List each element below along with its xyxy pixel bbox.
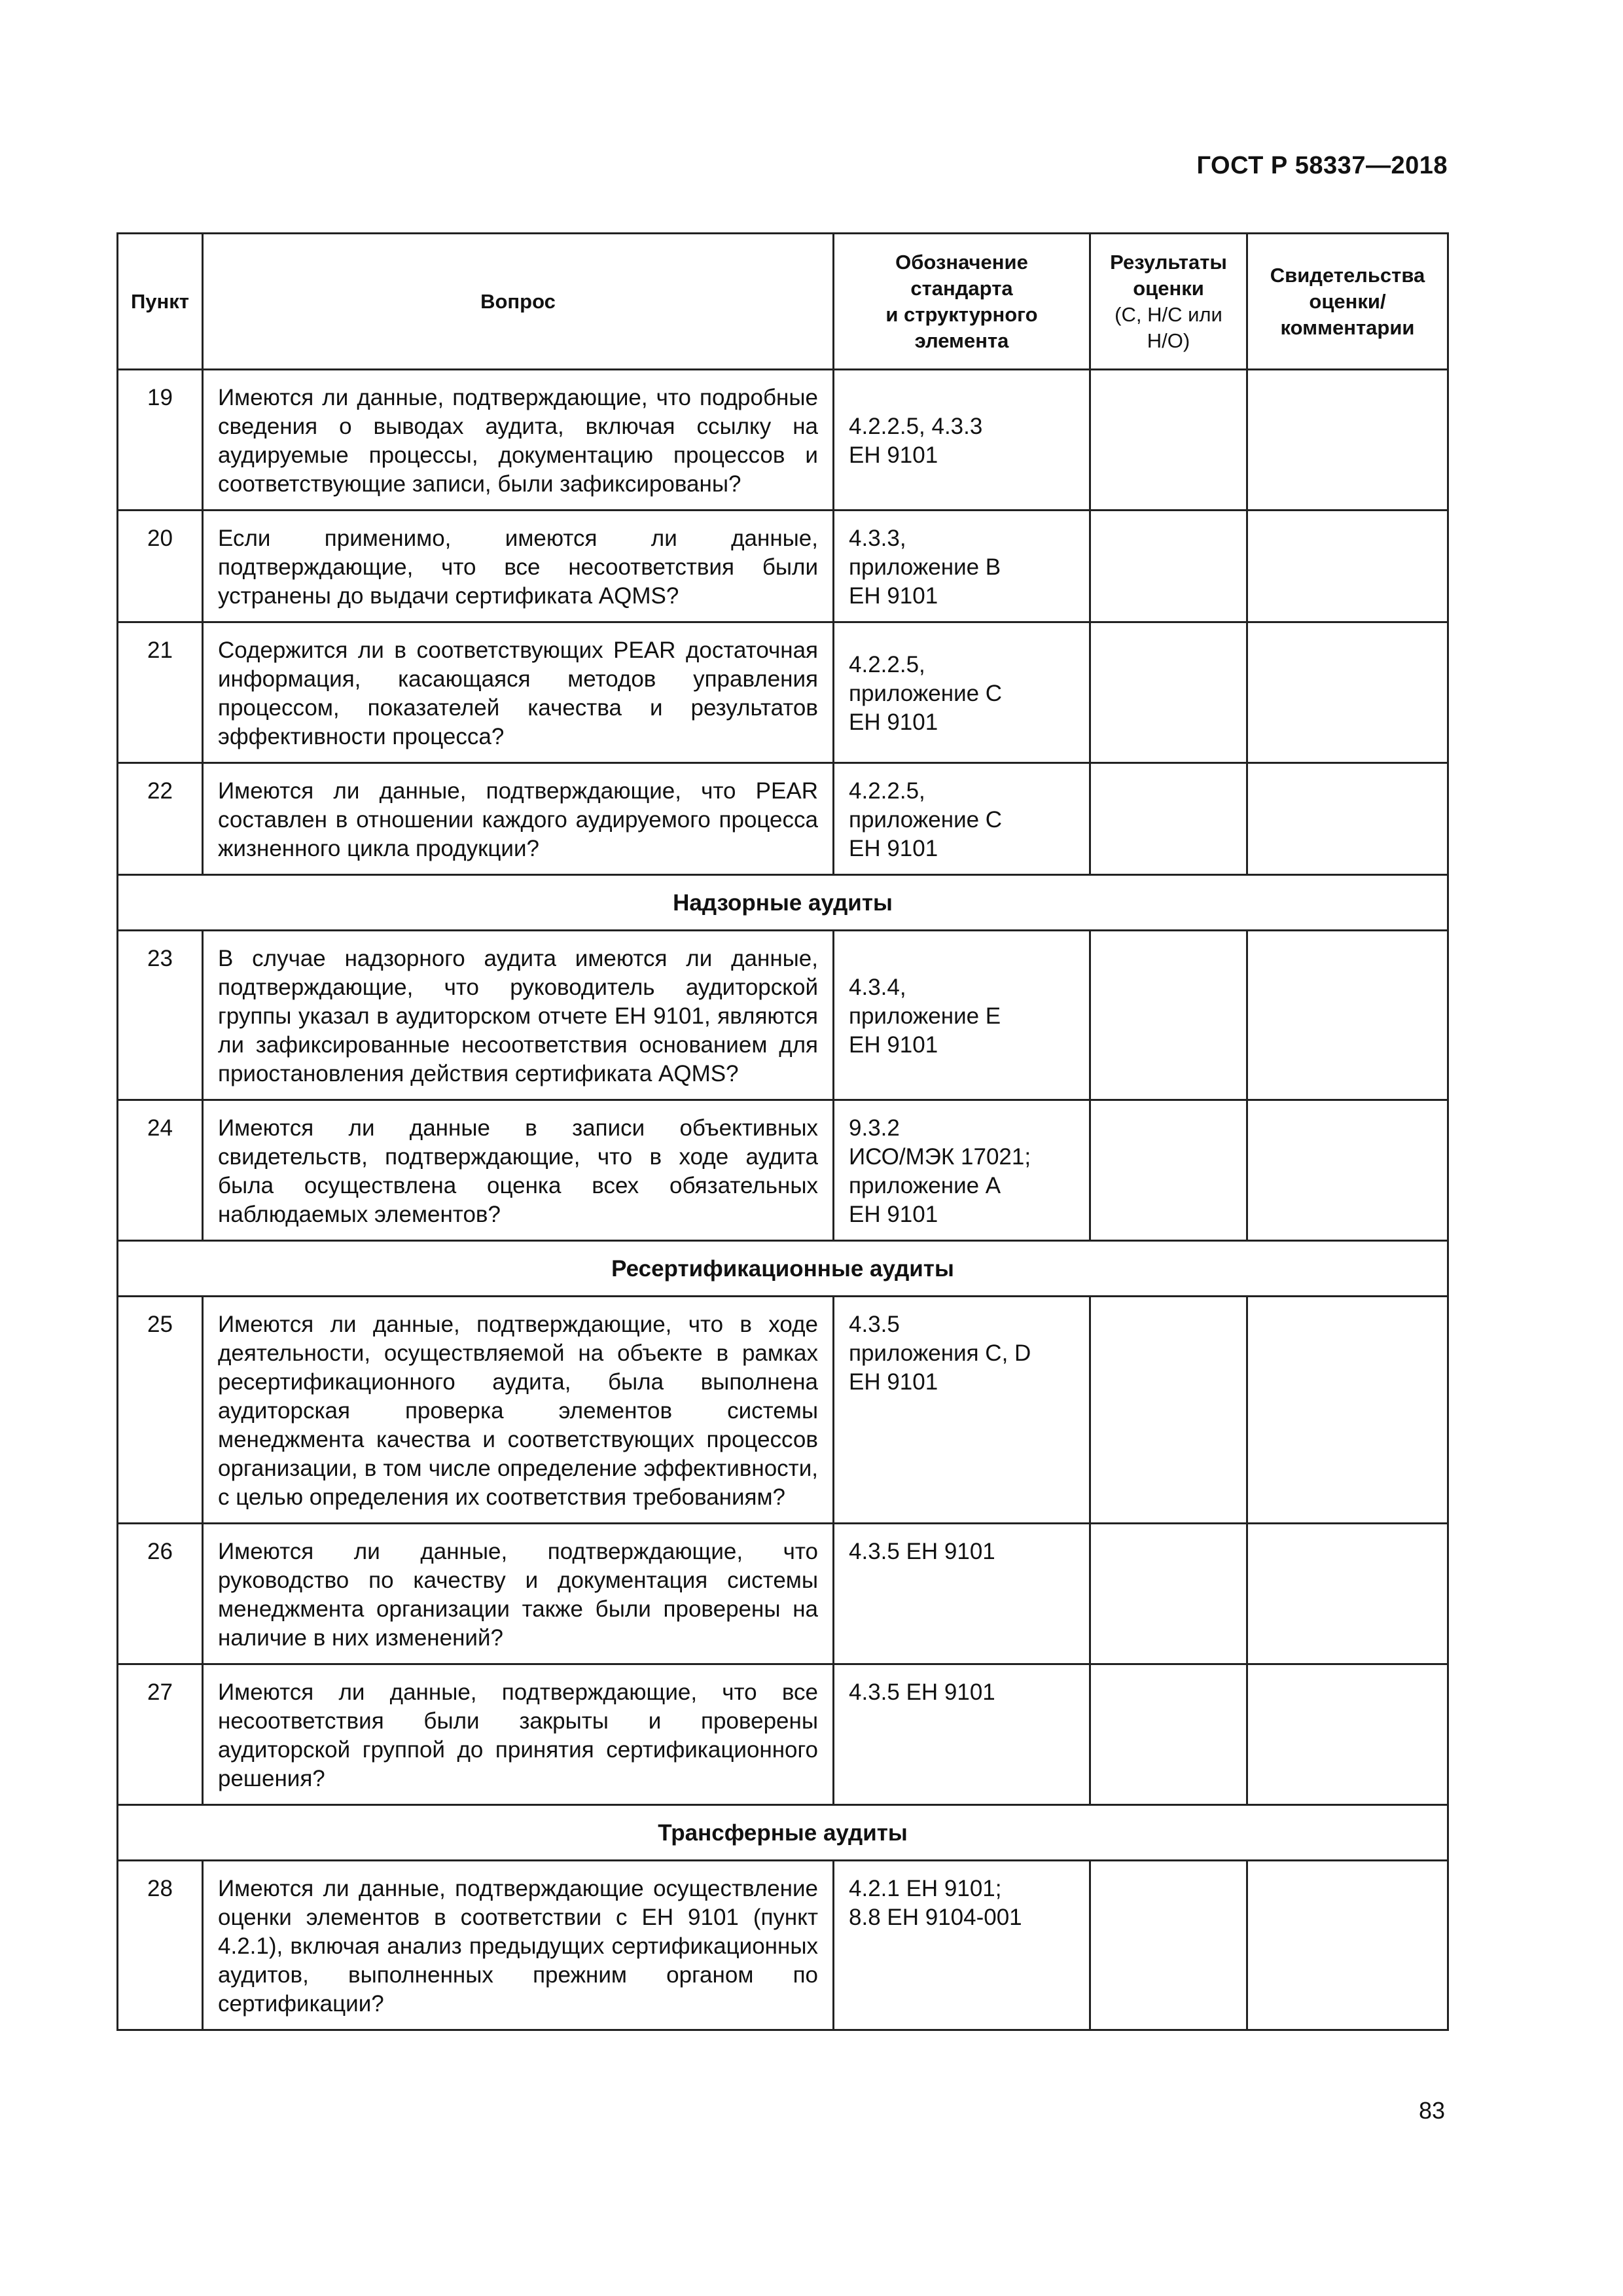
audit-checklist-table [116, 232, 1449, 2031]
evidence-cell [1247, 763, 1448, 875]
evidence-cell [1247, 511, 1448, 622]
section-title: Трансферные аудиты [118, 1805, 1448, 1861]
item-number: 24 [118, 1100, 203, 1241]
standard-reference: 4.2.2.5, 4.3.3 ЕН 9101 [834, 370, 1090, 511]
page-number: 83 [1418, 2097, 1445, 2124]
section-header-row [118, 1805, 1448, 1861]
table-row [118, 622, 1448, 763]
item-number: 20 [118, 511, 203, 622]
document-code: ГОСТ Р 58337—2018 [1196, 152, 1448, 179]
item-number: 21 [118, 622, 203, 763]
result-cell [1090, 370, 1247, 511]
item-number: 22 [118, 763, 203, 875]
question-text: Содержится ли в соответствующих PEAR достаточная информация, касающаяся методов управления процессом, показателей качества и результатов эффективности процесса? [203, 622, 834, 763]
column-header-evidence [1247, 234, 1448, 370]
header-line: и структурного [885, 302, 1038, 326]
standard-reference: 4.3.4, приложение Е ЕН 9101 [834, 931, 1090, 1100]
table-row [118, 370, 1448, 511]
item-number: 26 [118, 1524, 203, 1664]
table-row [118, 511, 1448, 622]
standard-reference: 4.2.1 ЕН 9101; 8.8 ЕН 9104-001 [834, 1861, 1090, 2030]
evidence-cell [1247, 931, 1448, 1100]
standard-reference: 9.3.2 ИСО/МЭК 17021; приложение А ЕН 9101 [834, 1100, 1090, 1241]
table-row [118, 1524, 1448, 1664]
standard-reference: 4.3.3, приложение В ЕН 9101 [834, 511, 1090, 622]
header-line: Свидетельства [1270, 263, 1425, 287]
column-header-results [1090, 234, 1247, 370]
question-text: Имеются ли данные, подтверждающие, что подробные сведения о выводах аудита, включая ссылку на аудируемые процессы, документацию процессов и соответствующие записи, были зафиксированы? [203, 370, 834, 511]
header-note: (С, Н/С или [1115, 302, 1222, 326]
header-line: Обозначение [895, 250, 1028, 274]
table-body [118, 370, 1448, 2030]
item-number: 19 [118, 370, 203, 511]
question-text: Имеются ли данные в записи объективных свидетельств, подтверждающие, что в ходе аудита была осуществлена оценка всех обязательных наблюдаемых элементов? [203, 1100, 834, 1241]
question-text: Имеются ли данные, подтверждающие, что все несоответствия были закрыты и проверены аудиторской группой до принятия сертификационного решения? [203, 1664, 834, 1805]
evidence-cell [1247, 1861, 1448, 2030]
evidence-cell [1247, 370, 1448, 511]
standard-reference: 4.3.5 приложения С, D ЕН 9101 [834, 1297, 1090, 1524]
result-cell [1090, 511, 1247, 622]
header-line: оценки [1133, 276, 1204, 300]
header-line: элемента [914, 329, 1009, 352]
result-cell [1090, 763, 1247, 875]
standard-reference: 4.3.5 ЕН 9101 [834, 1664, 1090, 1805]
question-text: Если применимо, имеются ли данные, подтверждающие, что все несоответствия были устранены до выдачи сертификата AQMS? [203, 511, 834, 622]
header-line: оценки/ [1309, 289, 1386, 313]
evidence-cell [1247, 1100, 1448, 1241]
result-cell [1090, 622, 1247, 763]
question-text: В случае надзорного аудита имеются ли данные, подтверждающие, что руководитель аудиторской группы указал в аудиторском отчете ЕН 9101, являются ли зафиксированные несоответствия основанием для приостановления действия сертификата AQMS? [203, 931, 834, 1100]
section-header-row [118, 1241, 1448, 1297]
table-row [118, 931, 1448, 1100]
evidence-cell [1247, 1524, 1448, 1664]
evidence-cell [1247, 622, 1448, 763]
result-cell [1090, 1664, 1247, 1805]
section-title: Надзорные аудиты [118, 875, 1448, 931]
table-row [118, 1297, 1448, 1524]
table-header-row [118, 234, 1448, 370]
evidence-cell [1247, 1664, 1448, 1805]
question-text: Имеются ли данные, подтверждающие, что PEAR составлен в отношении каждого аудируемого процесса жизненного цикла продукции? [203, 763, 834, 875]
item-number: 25 [118, 1297, 203, 1524]
column-header-num: Пункт [118, 234, 203, 370]
result-cell [1090, 931, 1247, 1100]
standard-reference: 4.2.2.5, приложение С ЕН 9101 [834, 763, 1090, 875]
section-header-row [118, 875, 1448, 931]
result-cell [1090, 1861, 1247, 2030]
result-cell [1090, 1297, 1247, 1524]
section-title: Ресертификационные аудиты [118, 1241, 1448, 1297]
column-header-question: Вопрос [203, 234, 834, 370]
item-number: 23 [118, 931, 203, 1100]
table-row [118, 763, 1448, 875]
standard-reference: 4.2.2.5, приложение С ЕН 9101 [834, 622, 1090, 763]
result-cell [1090, 1524, 1247, 1664]
column-header-designation [834, 234, 1090, 370]
item-number: 28 [118, 1861, 203, 2030]
item-number: 27 [118, 1664, 203, 1805]
question-text: Имеются ли данные, подтверждающие, что в ходе деятельности, осуществляемой на объекте в рамках ресертификационного аудита, была выполнена аудиторская проверка элементов системы менеджмента качества и соответствующих процессов организации, в том числе определение эффективности, с целью определения их соответствия требованиям? [203, 1297, 834, 1524]
question-text: Имеются ли данные, подтверждающие, что руководство по качеству и документация системы менеджмента организации также были проверены на наличие в них изменений? [203, 1524, 834, 1664]
header-line: комментарии [1280, 315, 1415, 339]
table-row [118, 1664, 1448, 1805]
result-cell [1090, 1100, 1247, 1241]
table-row [118, 1100, 1448, 1241]
header-line: Результаты [1110, 250, 1227, 274]
table-row [118, 1861, 1448, 2030]
evidence-cell [1247, 1297, 1448, 1524]
question-text: Имеются ли данные, подтверждающие осуществление оценки элементов в соответствии с ЕН 9101 (пункт 4.2.1), включая анализ предыдущих сертификационных аудитов, выполненных прежним органом по сертификации? [203, 1861, 834, 2030]
header-note: Н/О) [1147, 329, 1190, 352]
standard-reference: 4.3.5 ЕН 9101 [834, 1524, 1090, 1664]
header-line: стандарта [910, 276, 1013, 300]
